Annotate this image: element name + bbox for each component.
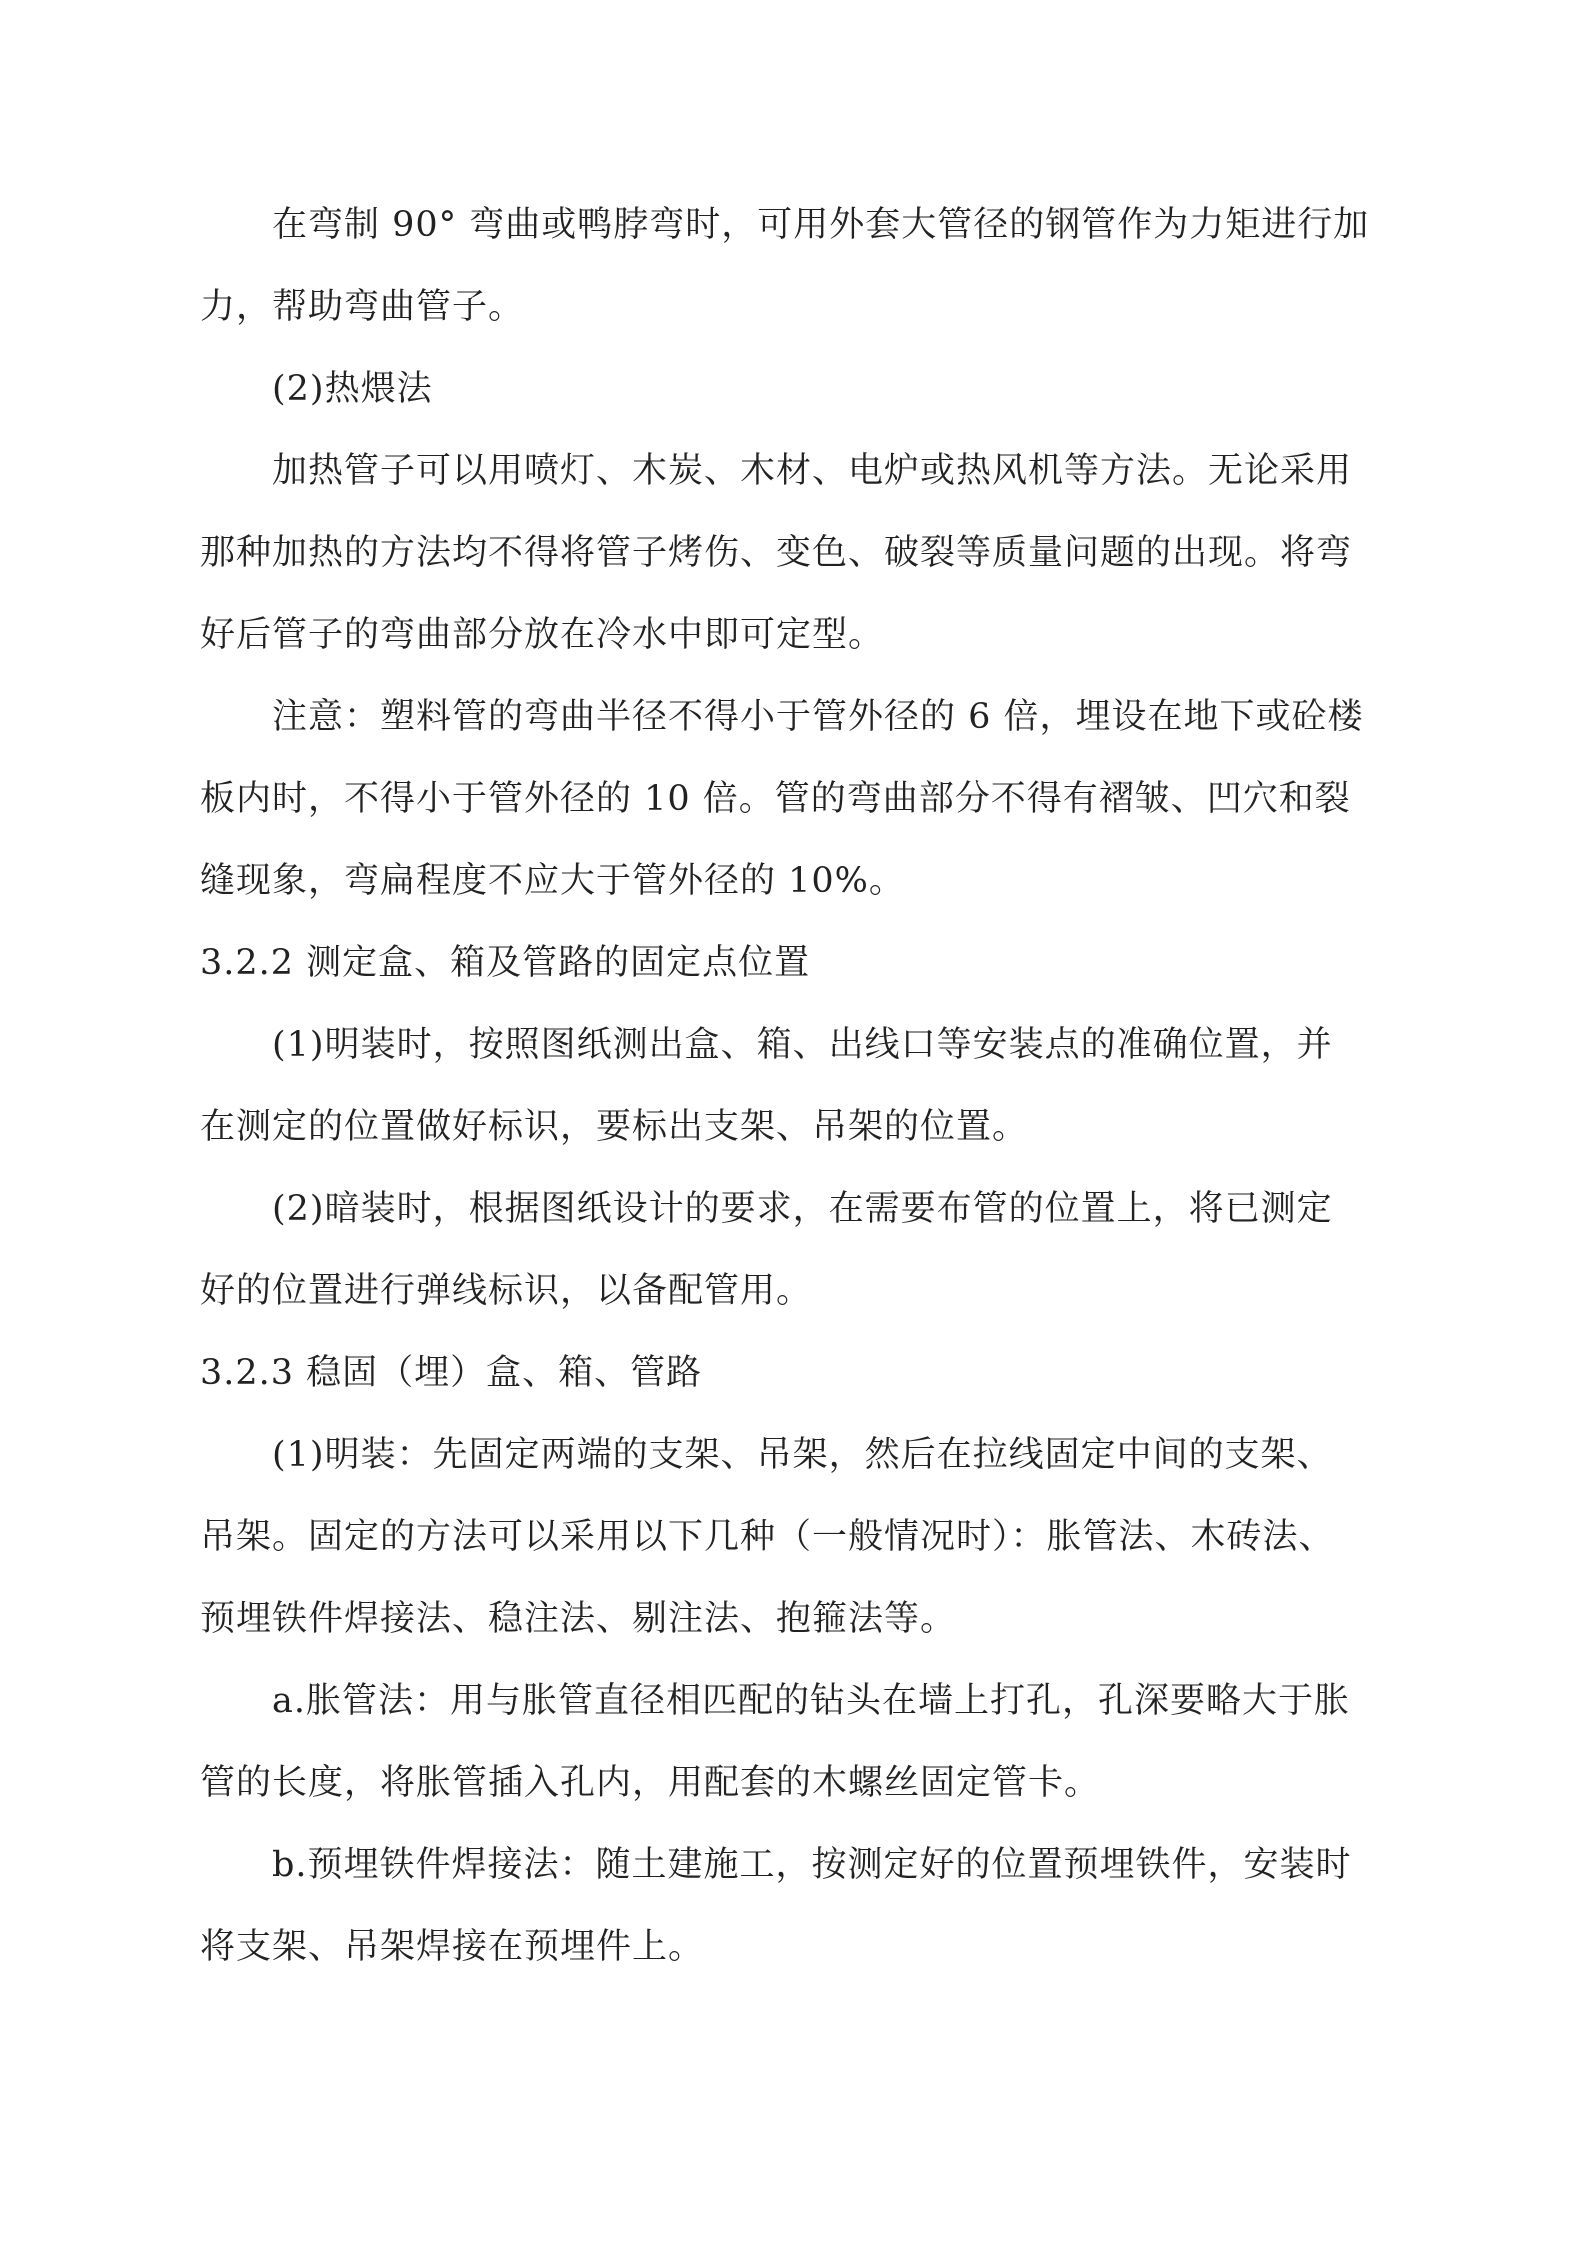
- text-line: 缝现象，弯扁程度不应大于管外径的 10%。: [200, 861, 905, 901]
- text-line: (1)明装：先固定两端的支架、吊架，然后在拉线固定中间的支架、: [272, 1435, 1333, 1475]
- text-line: 好后管子的弯曲部分放在冷水中即可定型。: [200, 615, 885, 655]
- text-line: 预埋铁件焊接法、稳注法、剔注法、抱箍法等。: [200, 1599, 957, 1639]
- section-heading-3-2-3: 3.2.3 稳固（埋）盒、箱、管路: [200, 1353, 703, 1393]
- subheading-hot-bend: (2)热煨法: [272, 369, 433, 409]
- text-line: 将支架、吊架焊接在预埋件上。: [200, 1927, 705, 1967]
- text-line: 好的位置进行弹线标识，以备配管用。: [200, 1271, 813, 1311]
- text-line: b.预埋铁件焊接法：随土建施工，按测定好的位置预埋铁件，安装时: [272, 1845, 1352, 1885]
- text-line: (1)明装时，按照图纸测出盒、箱、出线口等安装点的准确位置，并: [272, 1025, 1333, 1065]
- text-line: 加热管子可以用喷灯、木炭、木材、电炉或热风机等方法。无论采用: [272, 451, 1353, 491]
- text-line: 吊架。固定的方法可以采用以下几种（一般情况时）：胀管法、木砖法、: [200, 1517, 1335, 1557]
- text-line: a.胀管法：用与胀管直径相匹配的钻头在墙上打孔，孔深要略大于胀: [272, 1681, 1350, 1721]
- text-line: 在测定的位置做好标识，要标出支架、吊架的位置。: [200, 1107, 1029, 1147]
- text-line: 力，帮助弯曲管子。: [200, 287, 525, 327]
- text-line: 在弯制 90° 弯曲或鸭脖弯时，可用外套大管径的钢管作为力矩进行加: [272, 205, 1370, 245]
- text-line: (2)暗装时，根据图纸设计的要求，在需要布管的位置上，将已测定: [272, 1189, 1333, 1229]
- text-line: 那种加热的方法均不得将管子烤伤、变色、破裂等质量问题的出现。将弯: [200, 533, 1353, 573]
- text-line: 注意：塑料管的弯曲半径不得小于管外径的 6 倍，埋设在地下或砼楼: [272, 697, 1364, 737]
- text-line: 板内时，不得小于管外径的 10 倍。管的弯曲部分不得有褶皱、凹穴和裂: [200, 779, 1351, 819]
- section-heading-3-2-2: 3.2.2 测定盒、箱及管路的固定点位置: [200, 943, 811, 983]
- text-line: 管的长度，将胀管插入孔内，用配套的木螺丝固定管卡。: [200, 1763, 1101, 1803]
